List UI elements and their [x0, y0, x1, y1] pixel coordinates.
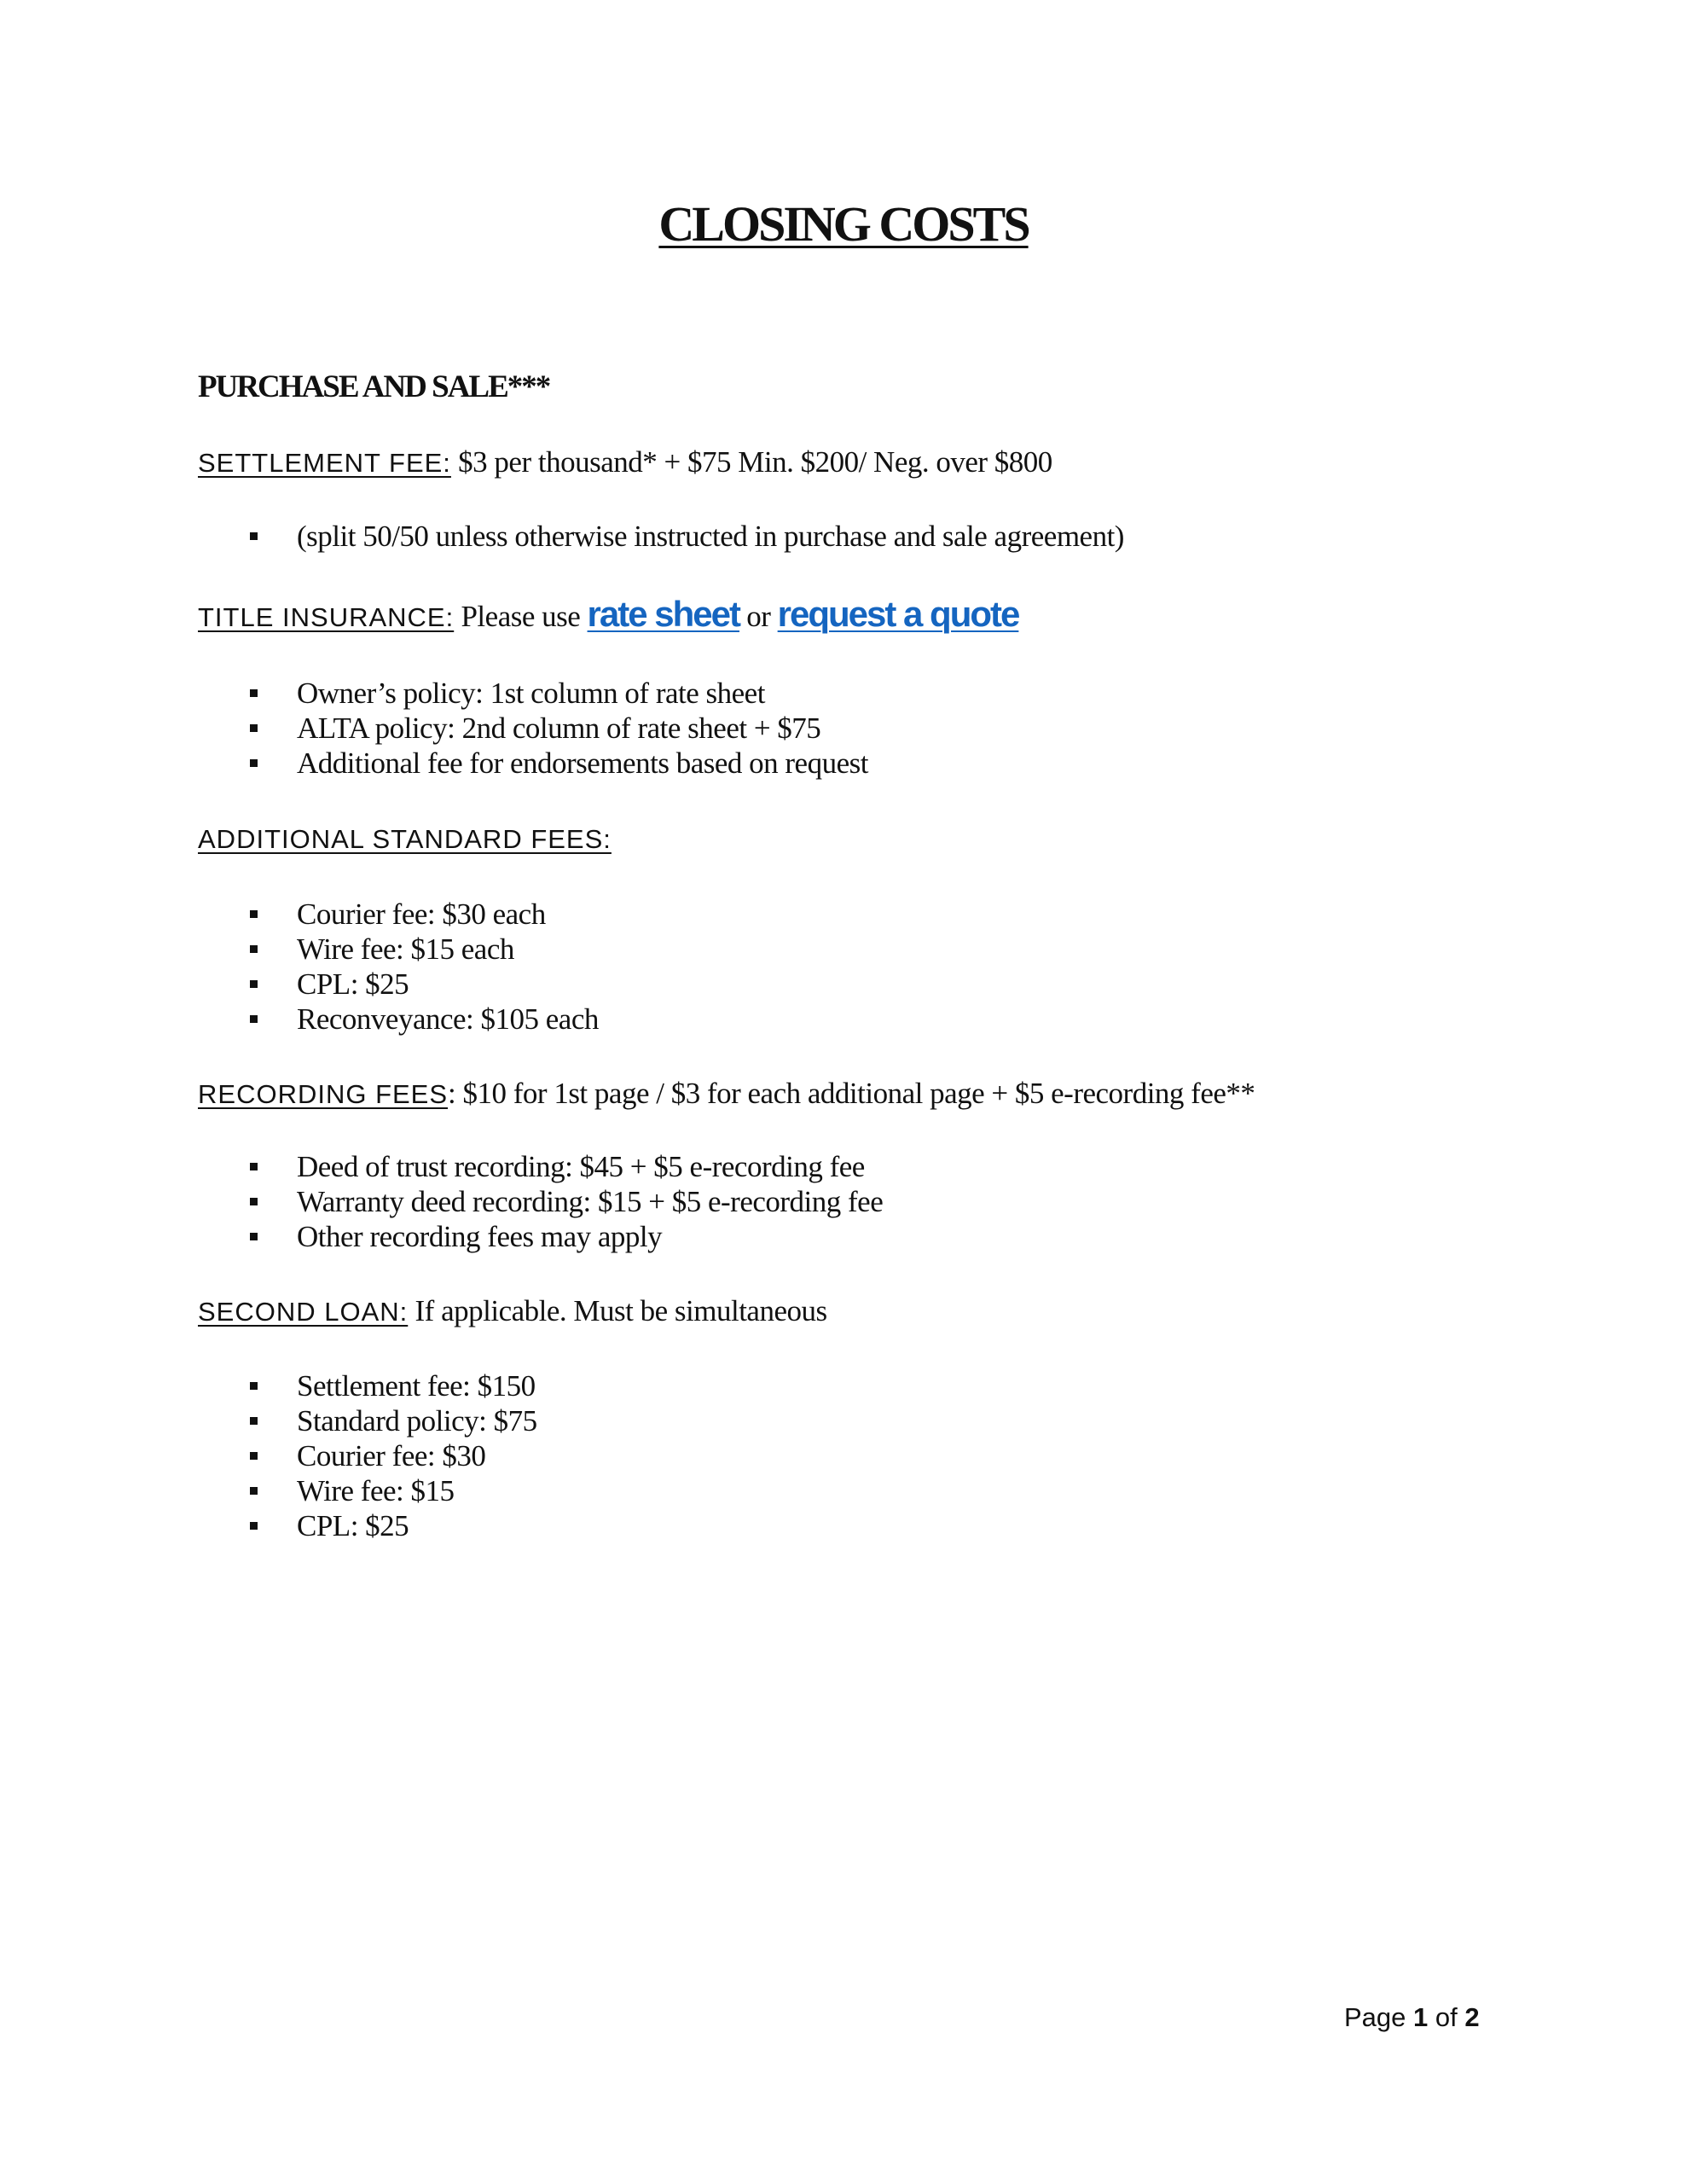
title-insurance-desc-or: or [739, 600, 778, 633]
recording-fees-list [247, 1149, 883, 1254]
title-insurance-line [198, 595, 1018, 636]
list-item: CPL: $25 [247, 967, 599, 1002]
list-item: Owner’s policy: 1st column of rate sheet [247, 676, 868, 711]
second-loan-heading: SECOND LOAN: [198, 1297, 409, 1327]
of-label: of [1428, 2002, 1465, 2032]
settlement-fee-line [198, 444, 1052, 482]
title-insurance-list [247, 676, 868, 781]
list-item: Wire fee: $15 each [247, 932, 599, 967]
list-item: (split 50/50 unless otherwise instructed in purchase and sale agreement) [247, 519, 1124, 554]
page-number [1344, 2001, 1480, 2035]
list-item: CPL: $25 [247, 1508, 537, 1543]
title-insurance-desc-prefix: Please use [454, 600, 588, 633]
rate-sheet-link[interactable]: rate sheet [587, 594, 739, 634]
list-item: Courier fee: $30 each [247, 897, 599, 932]
list-item: Reconveyance: $105 each [247, 1002, 599, 1037]
title-insurance-heading: TITLE INSURANCE: [198, 602, 455, 632]
list-item: Additional fee for endorsements based on request [247, 746, 868, 781]
list-item: Deed of trust recording: $45 + $5 e-recording fee [247, 1149, 883, 1184]
page-current: 1 [1413, 2002, 1429, 2032]
section-subtitle: PURCHASE AND SALE*** [198, 369, 550, 404]
list-item: Wire fee: $15 [247, 1473, 537, 1508]
settlement-fee-list [247, 519, 1124, 554]
list-item: Standard policy: $75 [247, 1403, 537, 1438]
list-item: Settlement fee: $150 [247, 1368, 537, 1403]
additional-fees-heading: ADDITIONAL STANDARD FEES: [198, 824, 612, 854]
recording-fees-line [198, 1075, 1255, 1113]
request-quote-link[interactable]: request a quote [777, 594, 1019, 634]
second-loan-list [247, 1368, 537, 1543]
second-loan-desc: If applicable. Must be simultaneous [408, 1294, 827, 1327]
settlement-fee-heading: SETTLEMENT FEE: [198, 448, 451, 478]
list-item: Warranty deed recording: $15 + $5 e-recording fee [247, 1184, 883, 1219]
list-item: Other recording fees may apply [247, 1219, 883, 1254]
page-title-text: CLOSING COSTS [658, 196, 1029, 252]
recording-fees-desc: : $10 for 1st page / $3 for each additional page + $5 e-recording fee** [448, 1077, 1255, 1110]
page-total: 2 [1464, 2002, 1480, 2032]
second-loan-line [198, 1292, 827, 1331]
settlement-fee-desc: $3 per thousand* + $75 Min. $200/ Neg. over $800 [450, 445, 1052, 479]
recording-fees-heading: RECORDING FEES [198, 1079, 449, 1109]
page-label: Page [1344, 2002, 1414, 2032]
list-item: ALTA policy: 2nd column of rate sheet + $75 [247, 711, 868, 746]
page-title [0, 195, 1687, 254]
list-item: Courier fee: $30 [247, 1438, 537, 1473]
additional-fees-line [198, 821, 612, 858]
additional-fees-list [247, 897, 599, 1037]
